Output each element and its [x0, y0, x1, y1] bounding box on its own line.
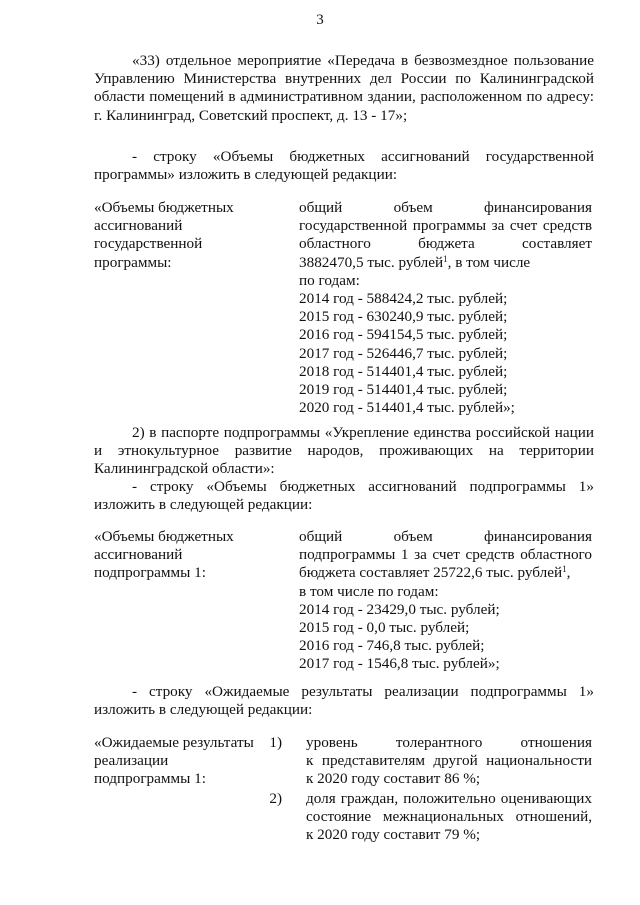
footnote-mark: 1: [562, 564, 567, 575]
result-line: доля граждан, положительно оценивающих: [306, 790, 592, 807]
year-line: 2017 год - 526446,7 тыс. рублей;: [299, 344, 508, 362]
gp-budget-value: [299, 199, 592, 417]
result-item: [306, 734, 592, 789]
result-line: к 2020 году составит 86 %;: [306, 770, 481, 788]
year-line: 2016 год - 746,8 тыс. рублей;: [299, 637, 485, 655]
instruction-sp1-budget: - строку «Объемы бюджетных ассигнований подпрограммы 1» изложить в следующей редакции:: [94, 478, 594, 514]
sp1-results-label: [94, 734, 274, 789]
amount-text: бюджета составляет 25722,6 тыс. рублей: [299, 564, 563, 582]
sp1-budget-value: [299, 528, 592, 674]
result-line: состояние межнациональных отношений,: [306, 808, 592, 826]
year-line: 2014 год - 23429,0 тыс. рублей;: [299, 600, 500, 618]
label-line: программы:: [94, 253, 172, 271]
sp1-budget-label: [94, 528, 274, 583]
label-line: «Ожидаемые результаты: [94, 734, 254, 751]
gp-budget-label: [94, 199, 274, 272]
year-line: 2020 год - 514401,4 тыс. рублей»;: [299, 399, 515, 417]
footnote-mark: 1: [443, 253, 448, 264]
label-line: ассигнований: [94, 217, 183, 235]
page-number: 3: [316, 12, 324, 28]
label-line: «Объемы бюджетных: [94, 199, 234, 216]
value-line: по годам:: [299, 271, 360, 289]
label-line: «Объемы бюджетных: [94, 528, 234, 545]
instruction-gp-budget: - строку «Объемы бюджетных ассигнований государственной программы» изложить в следующей редакции:: [94, 148, 594, 184]
year-line: 2015 год - 0,0 тыс. рублей;: [299, 619, 470, 637]
item-2-paragraph: 2) в паспорте подпрограммы «Укрепление единства российской нации и этнокультурное развитие народов, проживающих на территории Калининградской области»:: [94, 424, 594, 478]
result-number: 1): [269, 734, 282, 751]
value-line: в том числе по годам:: [299, 582, 439, 600]
instruction-sp1-results: - строку «Ожидаемые результаты реализации подпрограммы 1» изложить в следующей редакции:: [94, 683, 594, 719]
value-line: государственной программы за счет средств: [299, 217, 592, 235]
label-line: реализации: [94, 752, 169, 770]
amount-tail: ,: [566, 564, 571, 582]
result-line: уровень толерантного отношения: [306, 734, 592, 751]
year-line: 2015 год - 630240,9 тыс. рублей;: [299, 308, 508, 326]
result-number: 2): [269, 790, 282, 807]
label-line: подпрограммы 1:: [94, 564, 206, 582]
value-line: общий объем финансирования: [299, 199, 592, 216]
result-line: к 2020 году составит 79 %;: [306, 826, 481, 844]
result-line: к представителям другой национальности: [306, 752, 592, 770]
amount-text: 3882470,5 тыс. рублей: [299, 253, 444, 271]
year-line: 2019 год - 514401,4 тыс. рублей;: [299, 381, 508, 399]
item-33-paragraph: «33) отдельное мероприятие «Передача в безвозмездное пользование Управлению Министерства внутренних дел России по Калининградской области помещений в административном здании, расположенном по адресу: г. Калининград, Советский проспект, д. 13 - 17»;: [94, 52, 594, 124]
sp1-budget-block: [94, 528, 594, 673]
label-line: подпрограммы 1:: [94, 770, 206, 788]
label-line: государственной: [94, 235, 203, 253]
result-item: [306, 790, 592, 845]
gp-budget-block: [94, 199, 594, 417]
amount-line: [299, 564, 592, 582]
year-line: 2014 год - 588424,2 тыс. рублей;: [299, 290, 508, 308]
amount-tail: , в том числе: [447, 253, 531, 271]
year-line: 2017 год - 1546,8 тыс. рублей»;: [299, 655, 500, 673]
value-line: общий объем финансирования: [299, 528, 592, 545]
value-line: областного бюджета составляет: [299, 235, 592, 253]
year-line: 2016 год - 594154,5 тыс. рублей;: [299, 326, 508, 344]
amount-line: [299, 254, 592, 272]
sp1-results-block: [94, 734, 594, 854]
label-line: ассигнований: [94, 546, 183, 564]
value-line: подпрограммы 1 за счет средств областного: [299, 546, 592, 564]
year-line: 2018 год - 514401,4 тыс. рублей;: [299, 362, 508, 380]
